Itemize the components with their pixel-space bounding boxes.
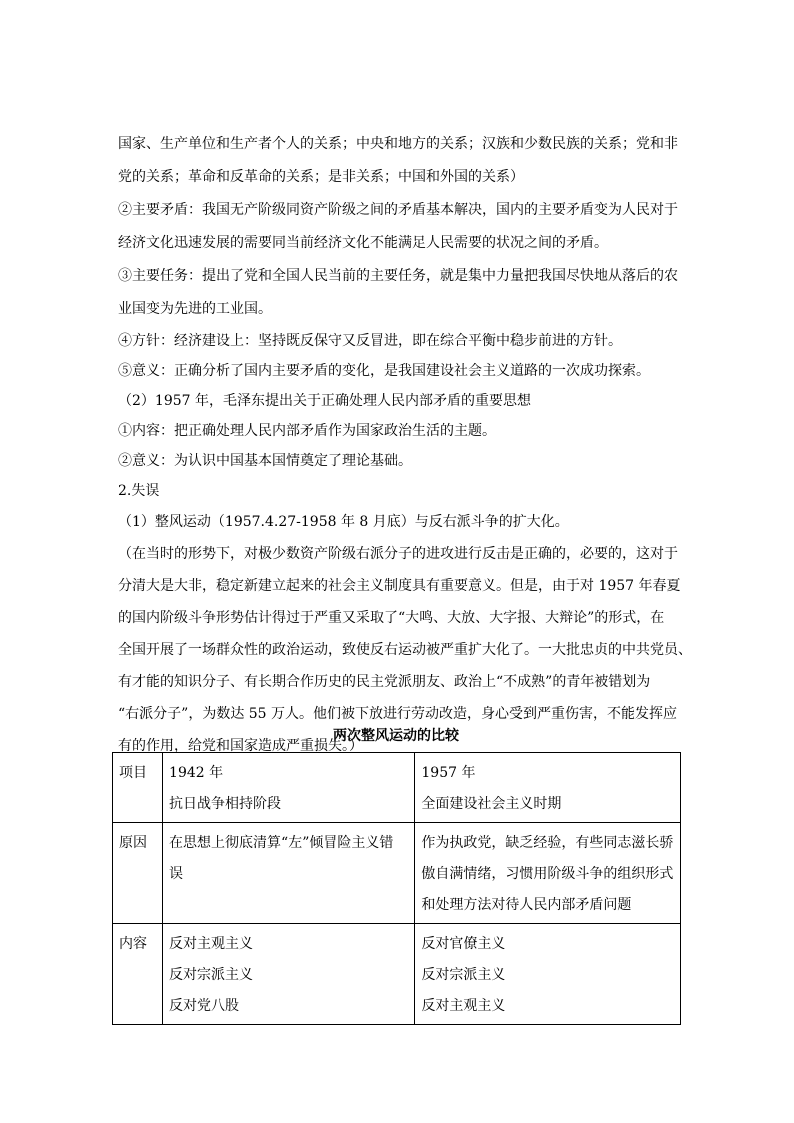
- cell-line: 1957 年: [421, 765, 476, 781]
- paragraph-line: ⑤意义：正确分析了国内主要矛盾的变化，是我国建设社会主义道路的一次成功探索。: [118, 363, 650, 379]
- cell-line: 反对宗派主义: [421, 967, 506, 983]
- paragraph-line: ③主要任务：提出了党和全国人民当前的主要任务，就是集中力量把我国尽快地从落后的农: [118, 268, 678, 284]
- paragraph-line: 国家、生产单位和生产者个人的关系；中央和地方的关系；汉族和少数民族的关系；党和非: [118, 136, 678, 152]
- table-cell-1957: [415, 823, 681, 924]
- paragraph-line: 全国开展了一场群众性的政治运动，致使反右运动被严重扩大化了。一大批忠贞的中共党员、: [118, 642, 692, 658]
- cell-line: 和处理方法对待人民内部矛盾问题: [421, 897, 632, 913]
- cell-line: 作为执政党，缺乏经验，有些同志滋长骄: [421, 835, 674, 851]
- comparison-table: [112, 752, 681, 1025]
- paragraph-line: “右派分子”，为数达 55 万人。他们被下放进行劳动改造，身心受到严重伤害，不能发挥应: [118, 706, 678, 722]
- paragraph-line: 党的关系；革命和反革命的关系；是非关系；中国和外国的关系）: [118, 169, 524, 185]
- paragraph-line: 有才能的知识分子、有长期合作历史的民主党派朋友、政治上“不成熟”的青年被错划为: [118, 674, 651, 690]
- row-label-cell: [113, 924, 163, 1025]
- paragraph-line: ①内容：把正确处理人民内部矛盾作为国家政治生活的主题。: [118, 423, 496, 439]
- paragraph-line: 业国变为先进的工业国。: [118, 301, 272, 317]
- cell-line: 误: [169, 866, 184, 882]
- paragraph-line: （2）1957 年，毛泽东提出关于正确处理人民内部矛盾的重要思想: [118, 393, 531, 409]
- cell-line: 反对宗派主义: [169, 967, 254, 983]
- paragraph-line: ④方针：经济建设上：坚持既反保守又反冒进，即在综合平衡中稳步前进的方针。: [118, 333, 622, 349]
- paragraph-line: （在当时的形势下，对极少数资产阶级右派分子的进攻进行反击是正确的，必要的，这对于: [118, 546, 678, 562]
- row-label: 原因: [119, 835, 147, 851]
- table-cell-1942: [163, 823, 415, 924]
- table-cell-1957: [415, 924, 681, 1025]
- paragraph-line: 经济文化迅速发展的需要同当前经济文化不能满足人民需要的状况之间的矛盾。: [118, 235, 608, 251]
- paragraph-line: 的国内阶级斗争形势估计得过于严重又采取了“大鸣、大放、大字报、大辩论”的形式，在: [118, 610, 665, 626]
- cell-line: 抗日战争相持阶段: [169, 796, 282, 812]
- cell-line: 反对主观主义: [169, 936, 254, 952]
- cell-line: 傲自满情绪，习惯用阶级斗争的组织形式: [421, 866, 674, 882]
- paragraph-line: ②意义：为认识中国基本国情奠定了理论基础。: [118, 453, 412, 469]
- table-cell-1942: [163, 924, 415, 1025]
- cell-line: 反对主观主义: [421, 998, 506, 1014]
- table-cell-1957: [415, 753, 681, 823]
- cell-line: 1942 年: [169, 765, 224, 781]
- table-row: [113, 924, 681, 1025]
- table-title: 两次整风运动的比较: [333, 728, 459, 744]
- paragraph-line: ②主要矛盾：我国无产阶级同资产阶级之间的矛盾基本解决，国内的主要矛盾变为人民对于: [118, 202, 678, 218]
- paragraph-line: 分清大是大非，稳定新建立起来的社会主义制度具有重要意义。但是，由于对 1957 年春夏: [118, 578, 681, 594]
- cell-line: 反对官僚主义: [421, 936, 506, 952]
- cell-line: 在思想上彻底清算“左”倾冒险主义错: [169, 835, 394, 851]
- paragraph-line: 有的作用，给党和国家造成严重损失。）: [118, 738, 363, 754]
- cell-line: 全面建设社会主义时期: [421, 796, 562, 812]
- row-label: 内容: [119, 936, 147, 952]
- body-text: [118, 128, 692, 762]
- row-label: 项目: [119, 765, 147, 781]
- paragraph-line: （1）整风运动（1957.4.27-1958 年 8 月底）与反右派斗争的扩大化。: [118, 514, 569, 530]
- table-row: [113, 823, 681, 924]
- row-label-cell: [113, 823, 163, 924]
- table-row: [113, 753, 681, 823]
- row-label-cell: [113, 753, 163, 823]
- section-heading: 2.失误: [118, 483, 160, 499]
- cell-line: 反对党八股: [169, 998, 240, 1014]
- table-cell-1942: [163, 753, 415, 823]
